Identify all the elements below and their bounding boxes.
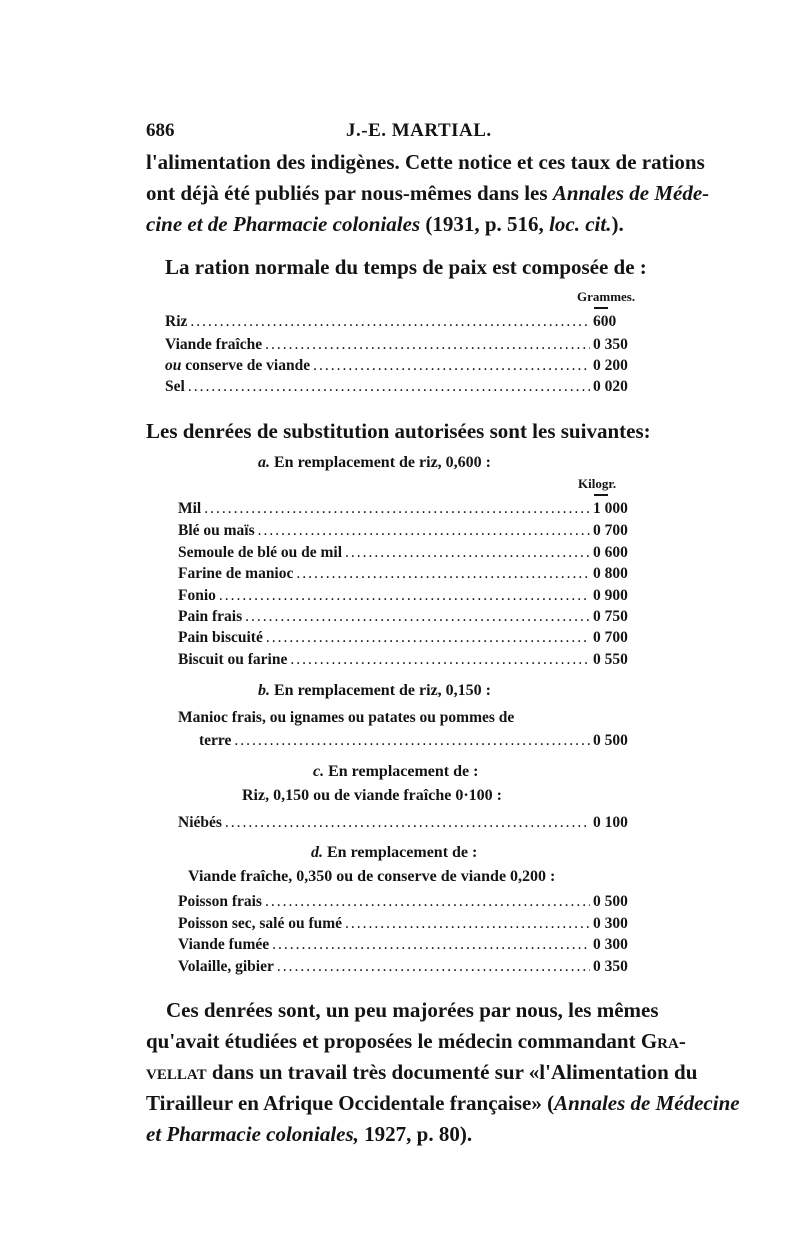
food-value: 0 600 bbox=[593, 544, 628, 561]
substitution-row bbox=[178, 651, 655, 671]
leader-dots bbox=[296, 565, 590, 583]
leader-dots bbox=[345, 544, 590, 562]
food-value: 0 700 bbox=[593, 629, 628, 646]
food-label: Volaille, gibier bbox=[178, 958, 274, 975]
food-value: 0 300 bbox=[593, 936, 628, 953]
leader-dots bbox=[266, 629, 590, 647]
substitution-row bbox=[178, 958, 655, 978]
food-value: 0 800 bbox=[593, 565, 628, 582]
intro-line-2 bbox=[146, 178, 710, 209]
section-d-subheading: Viande fraîche, 0,350 ou de conserve de viande 0,200 : bbox=[188, 868, 556, 885]
food-label: terre bbox=[199, 732, 232, 749]
intro-text: ont déjà été publiés par nous-mêmes dans les bbox=[146, 181, 553, 205]
ration-value: 0 200 bbox=[593, 357, 628, 374]
food-value: 0 900 bbox=[593, 587, 628, 604]
leader-dots bbox=[190, 313, 590, 331]
journal-title: Annales de Méde- bbox=[552, 181, 710, 205]
section-a-heading: a. En remplacement de riz, 0,600 : bbox=[258, 454, 491, 471]
citation: (1931, p. 516, bbox=[420, 212, 550, 236]
leader-dots bbox=[204, 500, 590, 518]
section-c-heading: c. En remplacement de : bbox=[313, 763, 479, 780]
page-number: 686 bbox=[146, 120, 175, 141]
ration-label: Sel bbox=[165, 378, 185, 395]
substitution-row bbox=[178, 587, 655, 607]
closing-paragraph bbox=[146, 995, 740, 1150]
food-label: Niébés bbox=[178, 814, 222, 831]
substitution-row bbox=[178, 814, 655, 834]
closing-line-3 bbox=[146, 1057, 698, 1088]
closing-line-5 bbox=[146, 1119, 654, 1150]
citation-end: ). bbox=[611, 212, 624, 236]
citation: 1927, p. 80). bbox=[358, 1122, 473, 1146]
ration-value: 600 bbox=[593, 313, 617, 330]
substitution-row bbox=[178, 629, 655, 649]
section-c-subheading: Riz, 0,150 ou de viande fraîche 0·100 : bbox=[242, 787, 502, 804]
food-value: 0 500 bbox=[593, 732, 628, 749]
closing-line-1: Ces denrées sont, un peu majorées par nous, les mêmes bbox=[166, 998, 659, 1022]
journal-title: Annales de Médecine bbox=[554, 1091, 740, 1115]
food-value: 0 500 bbox=[593, 893, 628, 910]
closing-text: Tirailleur en Afrique Occidentale française» ( bbox=[146, 1091, 555, 1115]
substitution-row bbox=[178, 522, 655, 542]
substitutions-lead: Les denrées de substitution autorisées sont les suivantes: bbox=[146, 419, 651, 443]
intro-line-1: l'alimentation des indigènes. Cette notice et ces taux de rations bbox=[146, 150, 705, 174]
ration-value: 0 350 bbox=[593, 336, 628, 353]
food-label: Pain frais bbox=[178, 608, 243, 625]
section-b-heading: b. En remplacement de riz, 0,150 : bbox=[258, 682, 491, 699]
unit-rule bbox=[594, 307, 608, 309]
substitution-row bbox=[178, 893, 655, 913]
substitution-row bbox=[178, 500, 655, 520]
food-value: 0 750 bbox=[593, 608, 628, 625]
ration-row bbox=[165, 357, 655, 377]
food-value: 0 700 bbox=[593, 522, 628, 539]
running-title: J.-E. MARTIAL. bbox=[346, 120, 492, 141]
leader-dots bbox=[234, 732, 590, 750]
food-label: Mil bbox=[178, 500, 202, 517]
closing-line-2 bbox=[146, 1026, 686, 1057]
food-label: Farine de manioc bbox=[178, 565, 294, 582]
food-label: Viande fumée bbox=[178, 936, 270, 953]
leader-dots bbox=[313, 357, 590, 375]
ration-label: ou conserve de viande bbox=[165, 357, 311, 374]
substitution-row bbox=[178, 936, 655, 956]
substitution-row bbox=[199, 732, 655, 752]
food-value: 0 300 bbox=[593, 915, 628, 932]
closing-text: dans un travail très documenté sur «l'Alimentation du bbox=[206, 1060, 698, 1084]
closing-text: qu'avait étudiées et proposées le médecin commandant bbox=[146, 1029, 641, 1053]
journal-title: et Pharmacie coloniales, bbox=[146, 1122, 359, 1146]
food-value: 0 550 bbox=[593, 651, 628, 668]
food-value: 0 350 bbox=[593, 958, 628, 975]
intro-paragraph bbox=[146, 147, 710, 240]
substitution-row bbox=[178, 544, 655, 564]
food-label: Biscuit ou farine bbox=[178, 651, 288, 668]
citation-abbrev: loc. cit. bbox=[549, 212, 612, 236]
ration-row bbox=[165, 336, 655, 356]
ration-value: 0 020 bbox=[593, 378, 628, 395]
unit-grams: Grammes. bbox=[577, 289, 636, 304]
normal-ration-lead: La ration normale du temps de paix est composée de : bbox=[165, 255, 647, 279]
section-d-heading: d. En remplacement de : bbox=[311, 844, 478, 861]
intro-line-3 bbox=[146, 209, 654, 240]
unit-rule bbox=[594, 494, 608, 496]
leader-dots bbox=[258, 522, 590, 540]
leader-dots bbox=[225, 814, 590, 832]
unit-kilograms: Kilogr. bbox=[578, 476, 617, 491]
substitution-row bbox=[178, 608, 655, 628]
journal-title: cine et de Pharmacie coloniales bbox=[146, 212, 421, 236]
food-value: 0 100 bbox=[593, 814, 628, 831]
leader-dots bbox=[245, 608, 590, 626]
food-label: Fonio bbox=[178, 587, 216, 604]
leader-dots bbox=[345, 915, 590, 933]
leader-dots bbox=[265, 336, 590, 354]
ration-row bbox=[165, 378, 655, 398]
author-name: vellat bbox=[146, 1060, 207, 1084]
leader-dots bbox=[219, 587, 590, 605]
substitution-row bbox=[178, 915, 655, 935]
closing-line-4 bbox=[146, 1088, 740, 1119]
author-name: Gra- bbox=[640, 1029, 686, 1053]
food-value: 1 000 bbox=[593, 500, 628, 517]
substitution-row bbox=[178, 565, 655, 585]
leader-dots bbox=[265, 893, 590, 911]
food-label: Pain biscuité bbox=[178, 629, 263, 646]
leader-dots bbox=[290, 651, 590, 669]
food-label: Poisson frais bbox=[178, 893, 262, 910]
ration-label: Riz bbox=[165, 313, 188, 330]
ration-label: Viande fraîche bbox=[165, 336, 263, 353]
leader-dots bbox=[188, 378, 590, 396]
leader-dots bbox=[272, 936, 590, 954]
section-b-item-line-1: Manioc frais, ou ignames ou patates ou pommes de bbox=[178, 709, 515, 726]
ration-row bbox=[165, 313, 655, 333]
food-label: Poisson sec, salé ou fumé bbox=[178, 915, 343, 932]
food-label: Semoule de blé ou de mil bbox=[178, 544, 343, 561]
leader-dots bbox=[277, 958, 590, 976]
running-head bbox=[146, 120, 654, 146]
food-label: Blé ou maïs bbox=[178, 522, 255, 539]
